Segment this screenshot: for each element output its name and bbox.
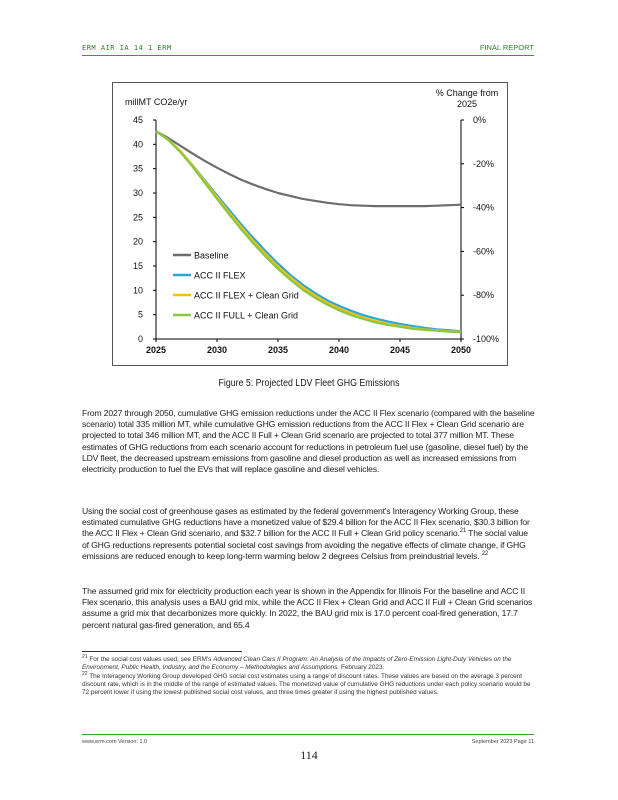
series-line-3 <box>156 131 461 332</box>
y2-axis-title-line1: % Change from <box>435 88 499 98</box>
series-line-1 <box>156 131 461 206</box>
y2-axis-title-line2: 2025 <box>456 99 478 109</box>
y2-tick-label: 0% <box>473 115 487 125</box>
y2-tick-label: -40% <box>473 202 495 213</box>
figure-caption: Figure 5: Projected LDV Fleet GHG Emissions <box>218 378 400 389</box>
footer-website[interactable]: www.erm.com Version: 1.0 <box>82 739 148 745</box>
footnote-21-text: For the social cost values used, see ERM's <box>87 656 214 663</box>
legend-label-4: ACC II FULL + Clean Grid <box>194 310 298 321</box>
footnote-22-number: 22 <box>82 670 88 677</box>
x-tick-label: 2035 <box>267 345 289 355</box>
y2-tick-label: -60% <box>473 246 495 257</box>
x-tick-label: 2025 <box>145 345 167 355</box>
footnote-ref-22[interactable]: 22 <box>481 550 489 557</box>
x-tick-label: 2040 <box>328 345 350 355</box>
y-tick-label: 25 <box>132 212 143 223</box>
y2-tick-label: -80% <box>473 290 495 301</box>
page-number: 114 <box>300 748 318 762</box>
footnotes <box>82 653 536 697</box>
x-tick-label: 2045 <box>389 345 411 355</box>
footnote-22-text: The Interagency Working Group developed GHG social cost estimates using a range of discount rates. These values are based on the average 3 percent discount rate, which is in the middle of the range of estimated values. The monetized value of cumulative GHG reductions under each policy scenario would be 72 percent lower if using the lowest published social cost values, and three times greater if using the highest published values. <box>82 672 531 697</box>
y-axis-title: millMT CO2e/yr <box>125 97 188 107</box>
footnote-divider <box>82 651 242 652</box>
paragraph-social-cost <box>82 506 536 562</box>
legend-label-3: ACC II FLEX + Clean Grid <box>194 290 299 301</box>
legend-label-2: ACC II FLEX <box>194 270 246 281</box>
footnote-21 <box>82 653 536 673</box>
figure-frame <box>112 82 508 366</box>
y-tick-label: 15 <box>132 261 143 271</box>
series-line-4 <box>156 131 461 332</box>
y-tick-label: 45 <box>132 115 143 125</box>
footer-divider <box>82 734 534 735</box>
paragraph-grid-mix: The assumed grid mix for electricity production each year is shown in the Appendix for Illinois For the baseline and ACC II Flex scenario, this analysis uses a BAU grid mix, while the ACC II Flex + Clean Grid and ACC II Full + Clean Grid scenarios assume a grid mix that decarbonizes more quickly. In 2022, the BAU grid mix is 17.0 percent coal-fired generation, 17.7 percent natural gas-fired generation, and 65.4 <box>82 586 533 630</box>
header-divider <box>82 55 534 56</box>
y-tick-label: 5 <box>137 309 143 320</box>
x-tick-label: 2030 <box>206 345 228 355</box>
y2-tick-label: -20% <box>473 158 495 169</box>
header-left: ERM AIR IA 14 1 ERM <box>82 44 172 52</box>
footnote-21-title: Advanced Clean Cars II Program: An Analysis of the Impacts of Zero-Emission Light-Duty Vehicles on the Environment, Public Health, Industry, and the Economy – Methodologies and Assumptions. <box>82 656 512 672</box>
emissions-chart <box>113 83 509 367</box>
social-cost-text-b: The social value of GHG reductions represents potential societal cost savings from avoiding the negative effects of climate change, if GHG emissions are reduced enough to keep long-term warming below 2 degrees Celsius from preindustrial levels. <box>82 528 528 561</box>
legend-label-1: Baseline <box>194 250 229 261</box>
y2-tick-label: -100% <box>473 334 500 344</box>
footnote-ref-21[interactable]: 21 <box>459 528 467 535</box>
y-tick-label: 20 <box>132 236 143 247</box>
series-line-2 <box>156 131 461 331</box>
y-tick-label: 30 <box>132 188 143 198</box>
footer-date-page: September 2023 Page 11 <box>471 739 534 745</box>
x-tick-label: 2050 <box>450 345 472 355</box>
header-report-label: FINAL REPORT <box>479 43 534 52</box>
y-tick-label: 40 <box>132 139 143 150</box>
y-tick-label: 35 <box>132 163 143 174</box>
footnote-21-date: February 2023. <box>339 664 385 672</box>
footnote-22 <box>82 670 536 698</box>
social-cost-text-a: Using the social cost of greenhouse gases as estimated by the federal government's Interagency Working Group, these estimated cumulative GHG reductions have a monetized value of $29.4 billion for the ACC II Flex scenario, $30.3 billion for the ACC II Flex + Clean Grid scenario, and $32.7 billion for the ACC II Full + Clean Grid policy scenario. <box>82 506 530 539</box>
y-tick-label: 10 <box>132 285 143 296</box>
paragraph-cumulative-reductions: From 2027 through 2050, cumulative GHG emission reductions under the ACC II Flex scenario (compared with the baseline scenario) total 335 million MT, while cumulative GHG emission reductions from the ACC II Flex + Clean Grid scenario are projected to total 346 million MT, and the ACC II Full + Clean Grid scenario are projected to total 377 million MT. These estimates of GHG reductions from each scenario account for reductions in petroleum fuel use (gasoline, diesel fuel) by the LDV fleet, the decreased upstream emissions from gasoline and diesel production as well as increased emissions from electricity production to fuel the EVs that will replace gasoline and diesel vehicles. <box>82 408 535 475</box>
y-tick-label: 0 <box>137 334 143 344</box>
footnote-21-number: 21 <box>82 653 88 660</box>
